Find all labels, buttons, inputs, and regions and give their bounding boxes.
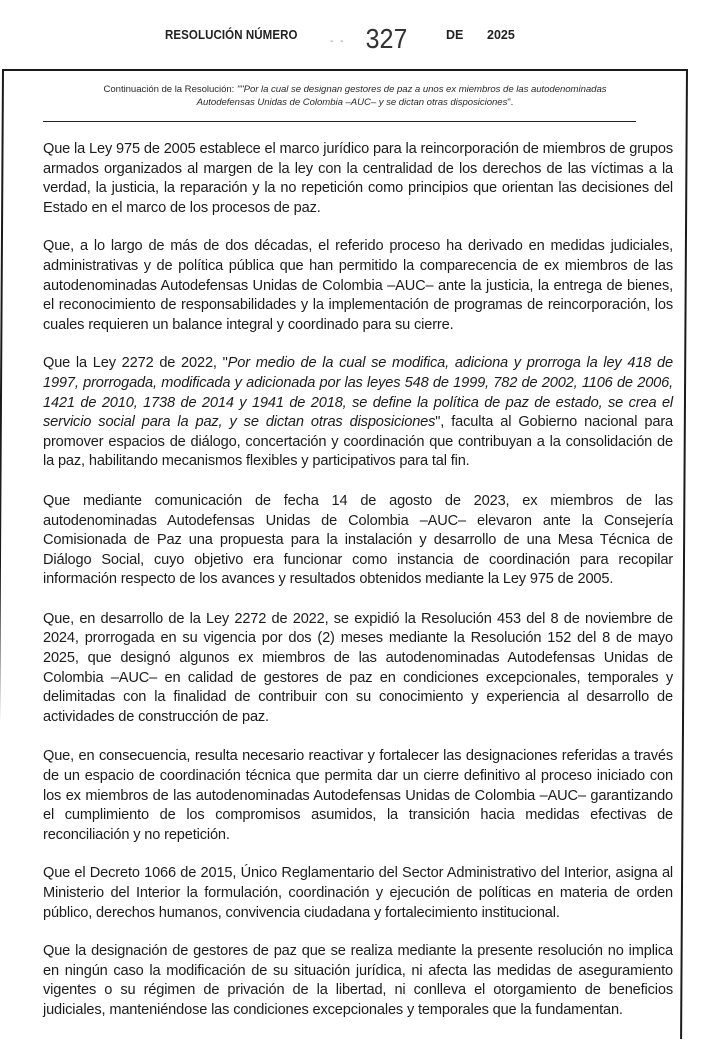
- paragraph-ley-2272: [43, 354, 673, 472]
- paragraph-ley-2272-post: ", faculta al Gobierno nacional para promover espacios de diálogo, concertación y coordinación que contribuyan a la consolidación de la paz, habilitando mecanismos flexibles y participativos para tal fin.: [43, 414, 673, 470]
- paragraph-consecuencia: Que, en consecuencia, resulta necesario reactivar y fortalecer las designaciones referidas a través de un espacio de coordinación técnica que permita dar un cierre definitivo al proceso iniciado con los ex miembros de las autodenominadas Autodefensas Unidas de Colombia –AUC– garantizando el cumplimiento de los compromisos asumidos, la transición hacia medidas efectivas de reconciliación y no repetición.: [43, 748, 673, 843]
- continuation-prefix: Continuación de la Resolución:: [103, 84, 237, 95]
- stamp-marks: - -: [330, 36, 346, 47]
- continuation-line-2: [40, 97, 670, 110]
- paragraph-designacion-gestores: Que la designación de gestores de paz que se realiza mediante la presente resolución no implica en ningún caso la modificación de su situación jurídica, ni afecta las medidas de aseguramiento vigentes o su régimen de privación de la libertad, ni conlleva el otorgamiento de beneficios judiciales, manteniéndose las condiciones excepcionales y temporales que la fundamentan.: [43, 943, 673, 1018]
- resolution-number-label: RESOLUCIÓN NÚMERO: [165, 28, 298, 42]
- continuation-line-1: [40, 84, 670, 97]
- continuation-heading: [40, 84, 670, 109]
- document-body: [43, 140, 673, 1040]
- paragraph-ley-2272-quote: Por medio de la cual se modifica, adiciona y prorroga la ley 418 de 1997, prorrogada, modificada y adicionada por las leyes 548 de 1999, 782 de 2002, 1106 de 2006, 1421 de 2010, 1738 de 2014 y 1941 de 2018, se define la política de paz de estado, se crea el servicio social para la paz, y se dictan otras disposiciones: [43, 355, 673, 431]
- paragraph-ley-2272-pre: Que la Ley 2272 de 2022, ": [43, 355, 228, 372]
- heading-divider: [43, 121, 636, 122]
- resolution-header: [0, 0, 716, 68]
- paragraph-ley-975: Que la Ley 975 de 2005 establece el marco jurídico para la reincorporación de miembros de grupos armados organizados al margen de la ley con la centralidad de los derechos de las víctimas a la verdad, la justicia, la reparación y la no repetición como principios que orientan las decisiones del Estado en el marco de los procesos de paz.: [43, 141, 673, 216]
- paragraph-resolucion-453: Que, en desarrollo de la Ley 2272 de 2022, se expidió la Resolución 453 del 8 de noviembre de 2024, prorrogada en su vigencia por dos (2) meses mediante la Resolución 152 del 8 de mayo 2025, que designó algunos ex miembros de las autodenominadas Autodefensas Unidas de Colombia –AUC– en calidad de gestores de paz en condiciones excepcionales, temporales y delimitadas con la finalidad de contribuir con su conocimiento y experiencia al desarrollo de actividades de construcción de paz.: [43, 610, 673, 725]
- resolution-number: 327: [365, 24, 408, 58]
- continuation-title-line-1: ""Por la cual se designan gestores de paz a unos ex miembros de las autodenominadas: [236, 84, 607, 95]
- resolution-year: 2025: [487, 28, 515, 42]
- continuation-title-line-2: Autodefensas Unidas de Colombia –AUC– y se dictan otras disposiciones: [196, 96, 508, 108]
- paragraph-dos-decadas: Que, a lo largo de más de dos décadas, el referido proceso ha derivado en medidas judiciales, administrativas y de política pública que han permitido la comparecencia de ex miembros de las autodenominadas Autodefensas Unidas de Colombia –AUC– ante la justicia, la entrega de bienes, el reconocimiento de responsabilidades y la implementación de programas de reincorporación, los cuales requieren un balance integral y coordinado para su cierre.: [43, 238, 673, 333]
- continuation-suffix: ".: [507, 96, 514, 108]
- resolution-de-label: DE: [446, 28, 464, 42]
- paragraph-decreto-1066: Que el Decreto 1066 de 2015, Único Reglamentario del Sector Administrativo del Interior, asigna al Ministerio del Interior la formulación, coordinación y ejecución de políticas en materia de orden público, derechos humanos, convivencia ciudadana y fortalecimiento institucional.: [43, 865, 673, 921]
- paragraph-comunicacion-2023: Que mediante comunicación de fecha 14 de agosto de 2023, ex miembros de las autodenominadas Autodefensas Unidas de Colombia –AUC– elevaron ante la Consejería Comisionada de Paz una propuesta para la instalación y desarrollo de una Mesa Técnica de Diálogo Social, cuyo objetivo era funcionar como instancia de coordinación para recopilar información respecto de los avances y resultados obtenidos mediante la Ley 975 de 2005.: [43, 492, 673, 588]
